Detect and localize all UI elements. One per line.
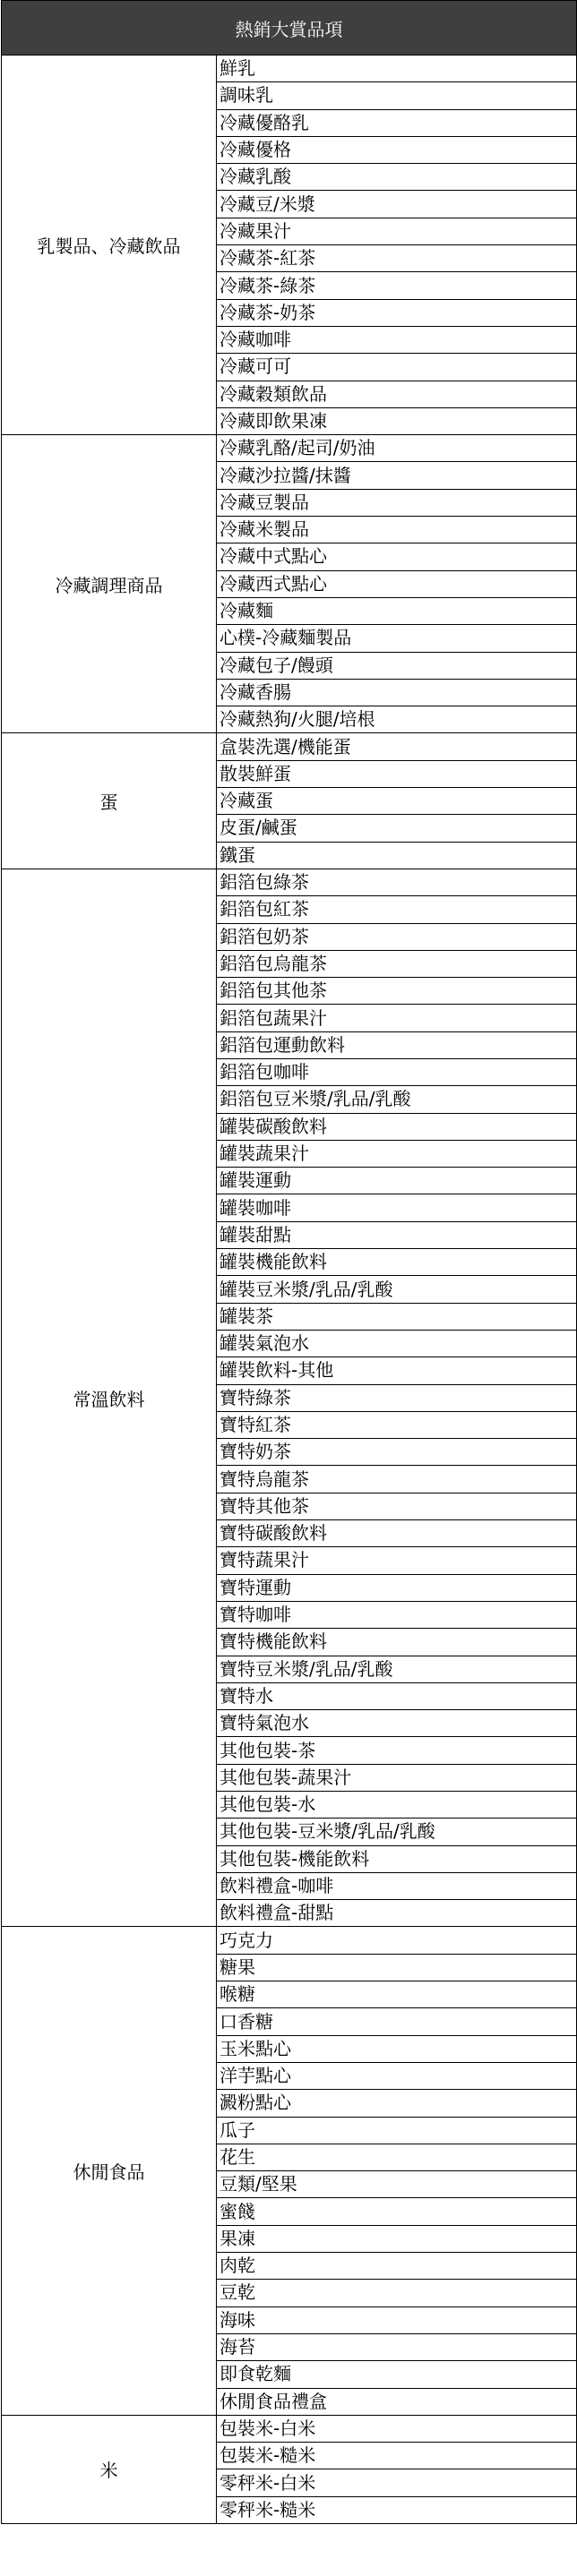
item-cell: 口香糖 <box>217 2008 577 2035</box>
item-cell: 豆類/堅果 <box>217 2171 577 2198</box>
item-cell: 冷藏沙拉醬/抹醬 <box>217 462 577 489</box>
item-cell: 鋁箔包紅茶 <box>217 896 577 923</box>
item-cell: 玉米點心 <box>217 2035 577 2062</box>
category-cell: 蛋 <box>2 733 217 869</box>
item-cell: 海味 <box>217 2306 577 2333</box>
category-cell: 常溫飲料 <box>2 869 217 1927</box>
item-cell: 零秤米-糙米 <box>217 2496 577 2523</box>
item-cell: 其他包裝-機能飲料 <box>217 1845 577 1872</box>
item-cell: 調味乳 <box>217 82 577 109</box>
item-cell: 海苔 <box>217 2333 577 2360</box>
item-cell: 鐵蛋 <box>217 842 577 869</box>
item-cell: 鋁箔包蔬果汁 <box>217 1005 577 1031</box>
item-cell: 鋁箔包奶茶 <box>217 923 577 950</box>
item-cell: 罐裝蔬果汁 <box>217 1140 577 1167</box>
item-cell: 糖果 <box>217 1954 577 1981</box>
item-cell: 鮮乳 <box>217 56 577 82</box>
item-cell: 散裝鮮蛋 <box>217 760 577 787</box>
item-cell: 冷藏豆/米漿 <box>217 191 577 218</box>
item-cell: 冷藏蛋 <box>217 788 577 815</box>
item-cell: 罐裝茶 <box>217 1303 577 1330</box>
item-cell: 冷藏穀類飲品 <box>217 381 577 407</box>
item-cell: 寶特奶茶 <box>217 1439 577 1466</box>
item-cell: 罐裝碳酸飲料 <box>217 1113 577 1140</box>
item-cell: 冷藏熱狗/火腿/培根 <box>217 706 577 733</box>
item-cell: 鋁箔包豆米漿/乳品/乳酸 <box>217 1086 577 1113</box>
item-cell: 寶特其他茶 <box>217 1493 577 1519</box>
item-cell: 冷藏香腸 <box>217 679 577 706</box>
item-cell: 罐裝咖啡 <box>217 1194 577 1221</box>
item-cell: 其他包裝-豆米漿/乳品/乳酸 <box>217 1819 577 1845</box>
item-cell: 心樸-冷藏麵製品 <box>217 625 577 652</box>
item-cell: 包裝米-糙米 <box>217 2443 577 2469</box>
item-cell: 鋁箔包綠茶 <box>217 869 577 895</box>
item-cell: 寶特蔬果汁 <box>217 1547 577 1574</box>
item-cell: 其他包裝-蔬果汁 <box>217 1764 577 1791</box>
item-cell: 鋁箔包烏龍茶 <box>217 950 577 977</box>
item-cell: 鋁箔包運動飲料 <box>217 1031 577 1058</box>
item-cell: 冷藏中式點心 <box>217 543 577 570</box>
item-cell: 冷藏麵 <box>217 597 577 624</box>
table-title: 熱銷大賞品項 <box>2 1 577 56</box>
item-cell: 休閒食品禮盒 <box>217 2388 577 2415</box>
item-cell: 飲料禮盒-甜點 <box>217 1900 577 1927</box>
table-row <box>2 733 577 760</box>
item-cell: 寶特水 <box>217 1682 577 1709</box>
item-cell: 即食乾麵 <box>217 2361 577 2388</box>
table-row <box>2 435 577 462</box>
item-cell: 罐裝豆米漿/乳品/乳酸 <box>217 1276 577 1303</box>
item-cell: 寶特機能飲料 <box>217 1629 577 1656</box>
item-cell: 冷藏茶-綠茶 <box>217 272 577 299</box>
item-cell: 包裝米-白米 <box>217 2415 577 2442</box>
item-cell: 寶特咖啡 <box>217 1601 577 1628</box>
item-cell: 盒裝洗選/機能蛋 <box>217 733 577 760</box>
category-cell: 米 <box>2 2415 217 2523</box>
item-cell: 冷藏茶-奶茶 <box>217 299 577 326</box>
item-cell: 冷藏優格 <box>217 136 577 163</box>
item-cell: 寶特烏龍茶 <box>217 1466 577 1493</box>
item-cell: 巧克力 <box>217 1927 577 1954</box>
item-cell: 寶特紅茶 <box>217 1411 577 1438</box>
item-cell: 罐裝甜點 <box>217 1221 577 1248</box>
item-cell: 冷藏茶-紅茶 <box>217 245 577 272</box>
item-cell: 洋芋點心 <box>217 2062 577 2089</box>
table-header-row <box>2 1 577 56</box>
item-cell: 寶特運動 <box>217 1574 577 1601</box>
table-body <box>2 56 577 2524</box>
item-cell: 其他包裝-茶 <box>217 1737 577 1764</box>
item-cell: 鋁箔包其他茶 <box>217 978 577 1005</box>
item-cell: 寶特碳酸飲料 <box>217 1520 577 1547</box>
item-cell: 冷藏包子/饅頭 <box>217 652 577 679</box>
item-cell: 冷藏西式點心 <box>217 570 577 597</box>
item-cell: 罐裝飲料-其他 <box>217 1357 577 1384</box>
item-cell: 罐裝機能飲料 <box>217 1249 577 1276</box>
table-row <box>2 869 577 895</box>
item-cell: 罐裝氣泡水 <box>217 1330 577 1356</box>
item-cell: 冷藏豆製品 <box>217 489 577 516</box>
item-cell: 鋁箔包咖啡 <box>217 1058 577 1085</box>
item-cell: 冷藏乳酸 <box>217 164 577 191</box>
item-cell: 喉糖 <box>217 1981 577 2008</box>
item-cell: 蜜餞 <box>217 2198 577 2225</box>
item-cell: 冷藏果汁 <box>217 218 577 244</box>
item-cell: 寶特氣泡水 <box>217 1710 577 1737</box>
item-cell: 瓜子 <box>217 2117 577 2144</box>
table-row <box>2 56 577 82</box>
item-cell: 冷藏可可 <box>217 354 577 381</box>
table-row <box>2 2415 577 2442</box>
item-cell: 果凍 <box>217 2225 577 2252</box>
item-cell: 冷藏咖啡 <box>217 326 577 353</box>
item-cell: 肉乾 <box>217 2253 577 2280</box>
item-cell: 冷藏優酪乳 <box>217 109 577 136</box>
item-cell: 罐裝運動 <box>217 1168 577 1194</box>
item-cell: 豆乾 <box>217 2280 577 2306</box>
hot-sales-items-table <box>1 0 577 2524</box>
item-cell: 花生 <box>217 2144 577 2170</box>
item-cell: 寶特綠茶 <box>217 1384 577 1411</box>
item-cell: 其他包裝-水 <box>217 1792 577 1819</box>
category-cell: 乳製品、冷藏飲品 <box>2 56 217 435</box>
item-cell: 澱粉點心 <box>217 2090 577 2117</box>
item-cell: 飲料禮盒-咖啡 <box>217 1872 577 1899</box>
item-cell: 冷藏乳酪/起司/奶油 <box>217 435 577 462</box>
category-cell: 冷藏調理商品 <box>2 435 217 733</box>
item-cell: 皮蛋/鹹蛋 <box>217 815 577 842</box>
table-row <box>2 1927 577 1954</box>
category-cell: 休閒食品 <box>2 1927 217 2415</box>
item-cell: 寶特豆米漿/乳品/乳酸 <box>217 1656 577 1682</box>
item-cell: 冷藏米製品 <box>217 517 577 543</box>
item-cell: 零秤米-白米 <box>217 2469 577 2496</box>
item-cell: 冷藏即飲果凍 <box>217 407 577 434</box>
